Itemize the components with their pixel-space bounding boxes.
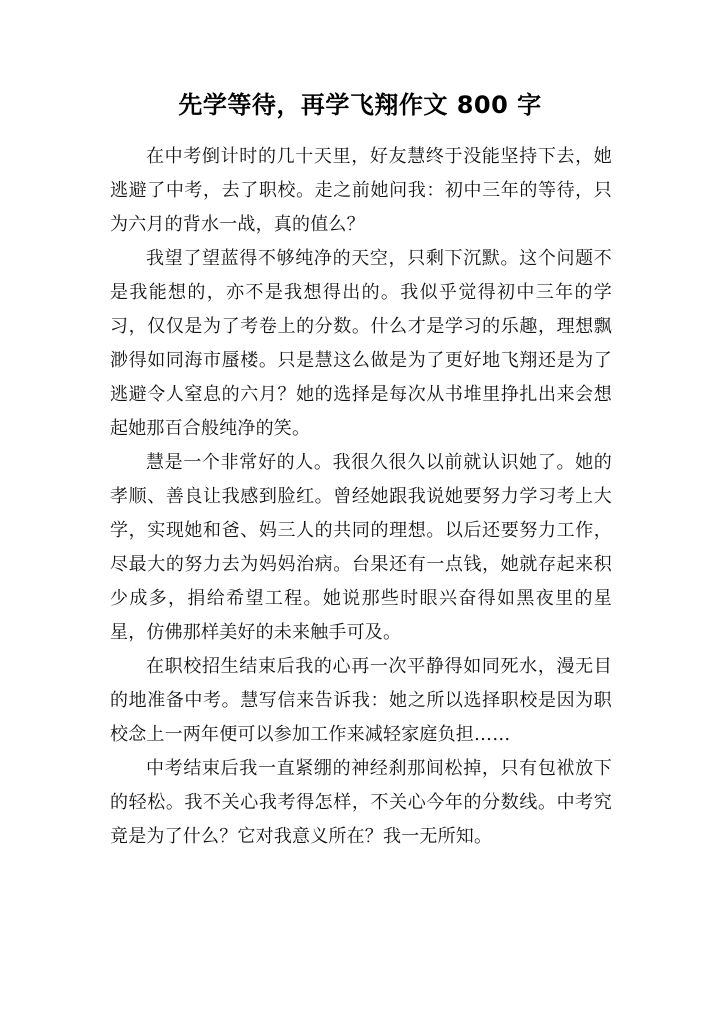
document-title: 先学等待，再学飞翔作文 800 字 <box>178 91 542 119</box>
paragraph-3: 慧是一个非常好的人。我很久很久以前就认识她了。她的孝顺、善良让我感到脸红。曾经她跟我说她要努力学习考上大学，实现她和爸、妈三人的共同的理想。以后还要努力工作，尽最大的努力去为妈妈治病。台果还有一点钱，她就存起来积少成多，捐给希望工程。她说那些时眼兴奋得如黑夜里的星星，仿佛那样美好的未来触手可及。 <box>110 452 612 643</box>
paragraph-2: 我望了望蓝得不够纯净的天空，只剩下沉默。这个问题不是我能想的，亦不是我想得出的。我似乎觉得初中三年的学习，仅仅是为了考卷上的分数。什么才是学习的乐趣，理想飘渺得如同海市蜃楼。只是慧这么做是为了更好地飞翔还是为了逃避令人窒息的六月？她的选择是每次从书堆里挣扎出来会想起她那百合般纯净的笑。 <box>110 248 612 439</box>
document-body <box>110 140 612 854</box>
paragraph-1: 在中考倒计时的几十天里，好友慧终于没能坚持下去，她逃避了中考，去了职校。走之前她问我：初中三年的等待，只为六月的背水一战，真的值么？ <box>110 146 612 235</box>
paragraph-5: 中考结束后我一直紧绷的神经刹那间松掉，只有包袱放下的轻松。我不关心我考得怎样，不关心今年的分数线。中考究竟是为了什么？它对我意义所在？我一无所知。 <box>110 758 612 847</box>
paragraph-4: 在职校招生结束后我的心再一次平静得如同死水，漫无目的地准备中考。慧写信来告诉我：她之所以选择职校是因为职校念上一两年便可以参加工作来减轻家庭负担…… <box>110 656 612 745</box>
